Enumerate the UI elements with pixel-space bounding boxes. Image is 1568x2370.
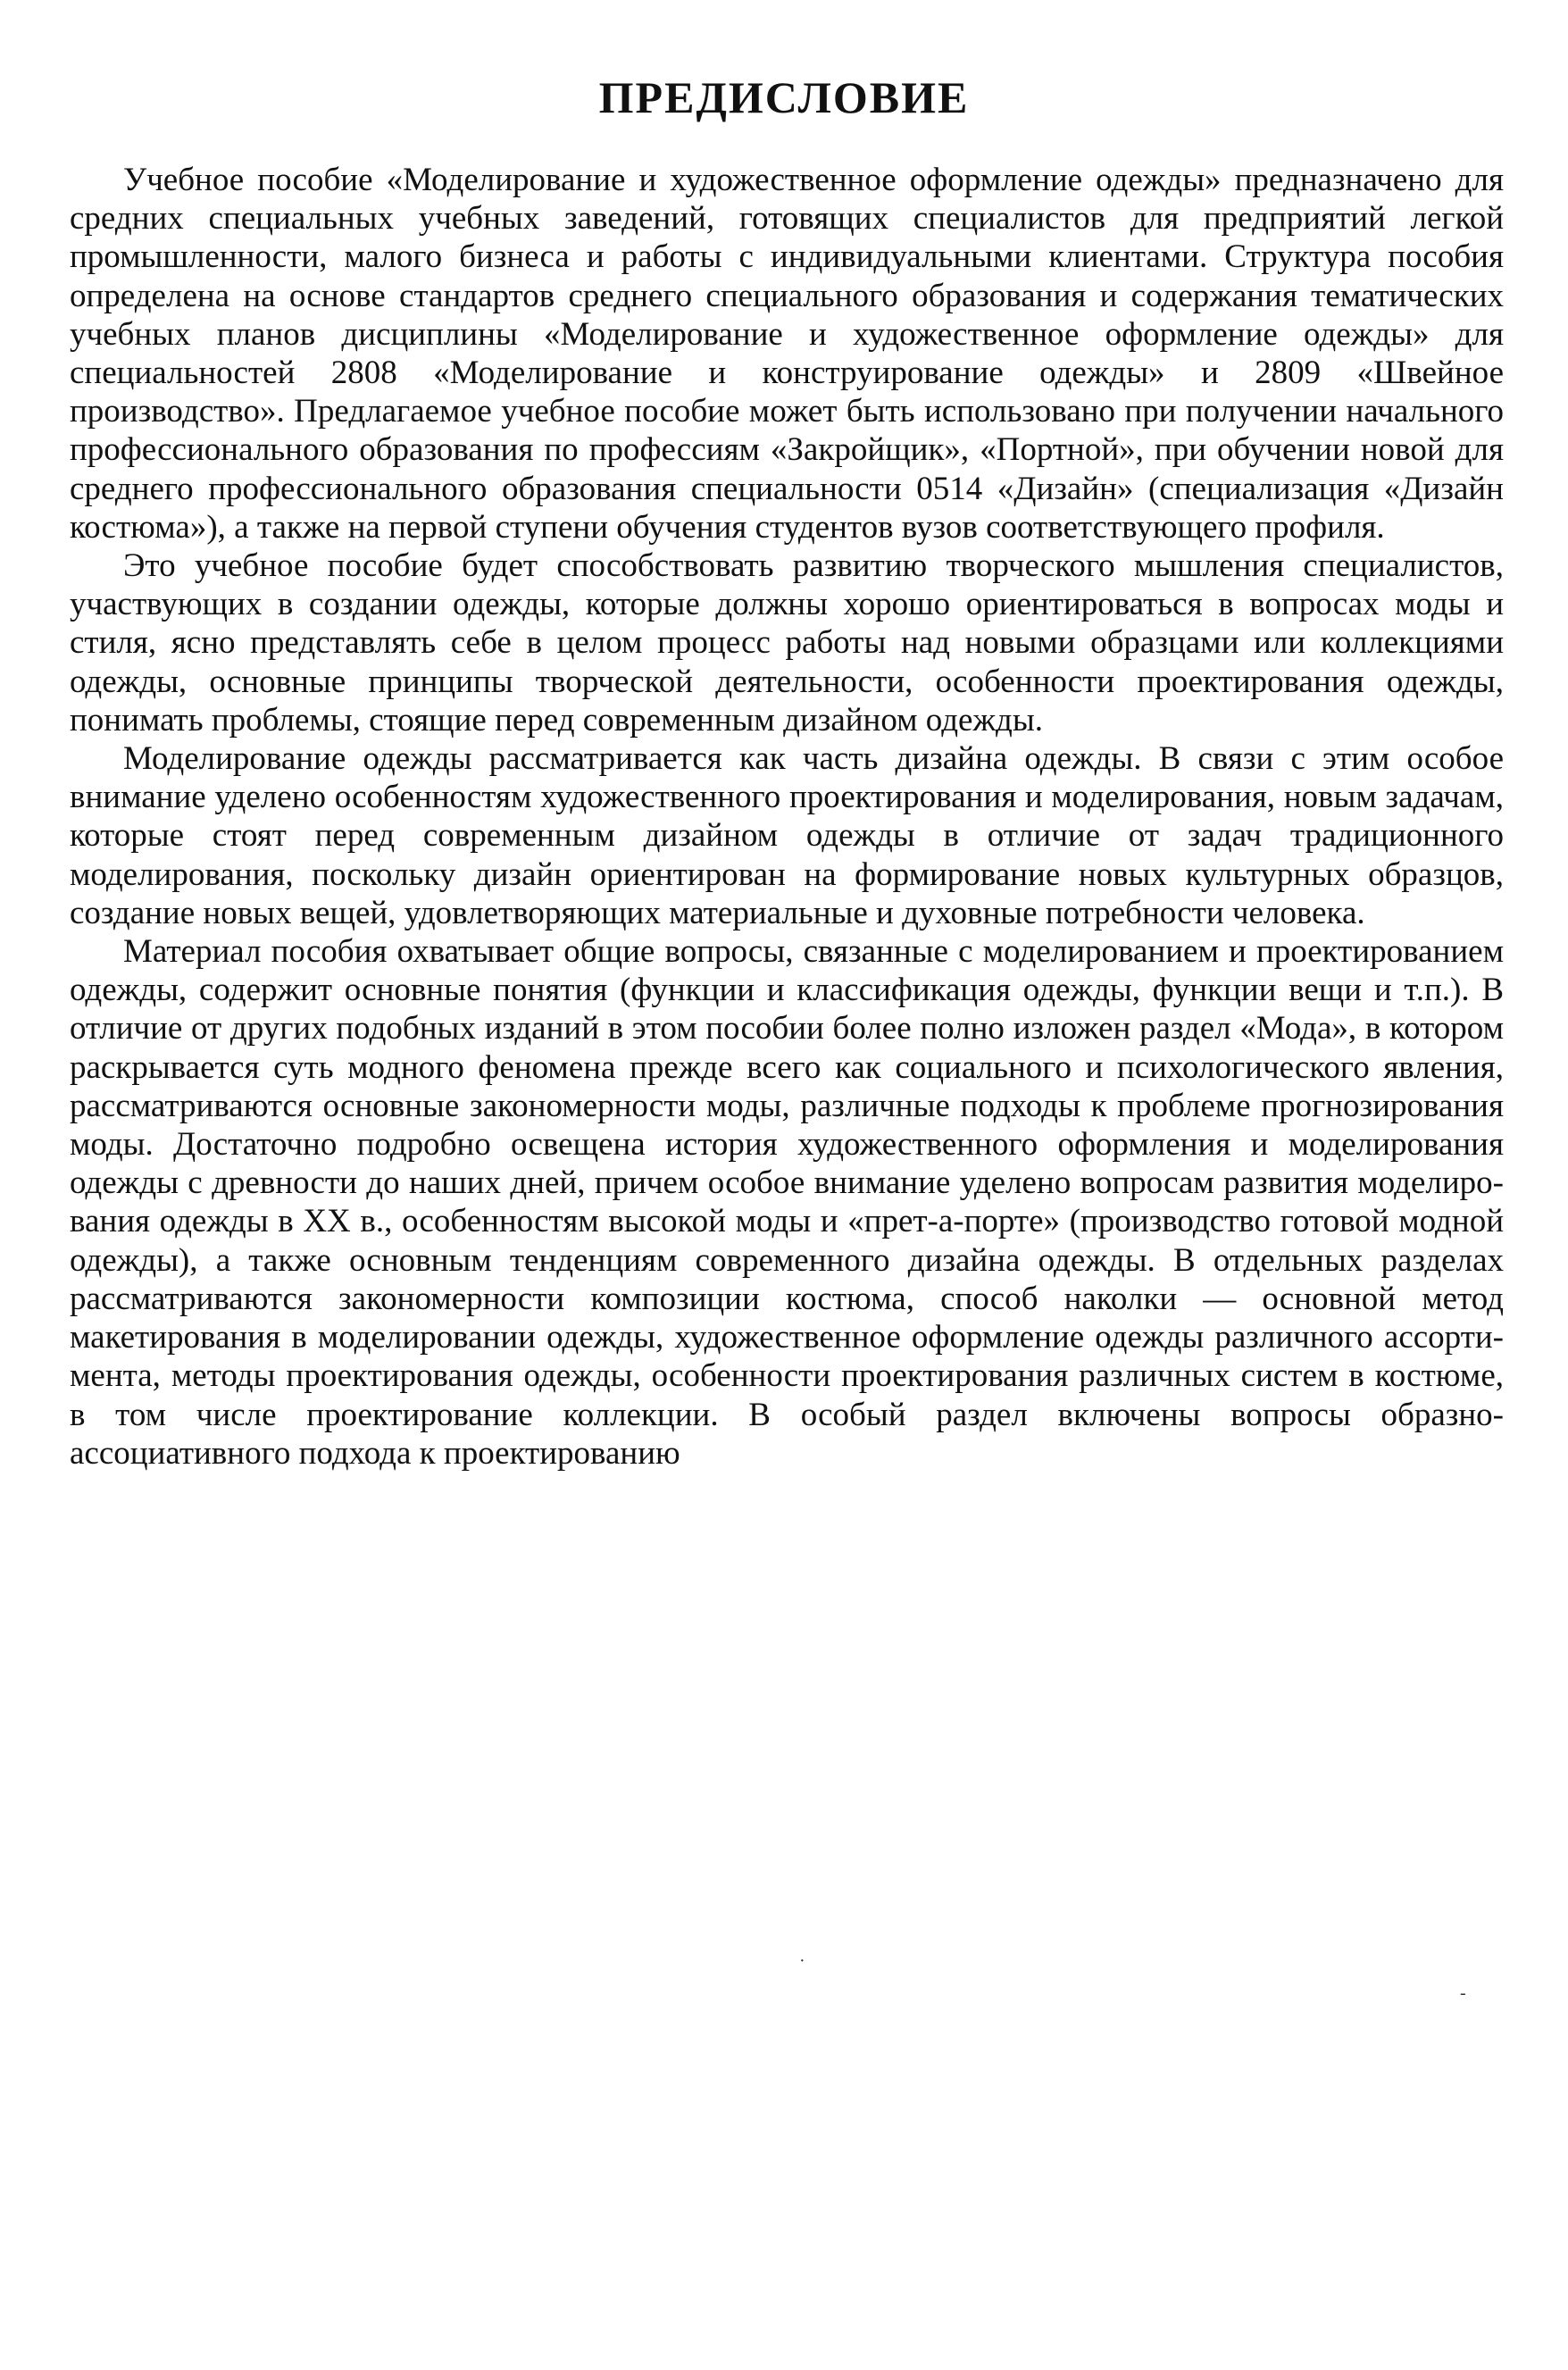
paragraph-1: Учебное пособие «Моделирование и художественное оформление одежды» предназначено для средних специальных учебных заведений, готовящих специалистов для предприятий легкой промышленности, малого бизнеса и работы с индивидуальными клиентами. Структура пособия определена на основе стандартов среднего специального образования и содержания тематических учебных планов дисциплины «Моделирование и художественное оформление одежды» для специальностей 2808 «Моделирование и конструирование одежды» и 2809 «Швейное производство». Предлагаемое учебное пособие может быть использовано при получении начального профессионального образования по профессиям «Закройщик», «Портной», при обучении новой для среднего профессионального образования специальности 0514 «Дизайн» (специализация «Дизайн костюма»), а также на первой ступени обучения студентов вузов соответствующего профиля. [70, 162, 1504, 546]
paragraph-2: Это учебное пособие будет способствовать развитию творческого мышления специалистов, участвующих в создании одежды, которые должны хорошо ориентироваться в вопросах моды и стиля, ясно представлять себе в целом процесс работы над новыми образцами или коллекциями одежды, основные принципы творческой деятельности, особенности проектирования одежды, понимать проблемы, стоящие перед современным дизайном одежды. [70, 547, 1504, 739]
preface-body [70, 161, 1504, 1473]
paragraph-4: Материал пособия охватывает общие вопросы, связанные с моделированием и проектированием одежды, содержит основные понятия (функции и классификация одежды, функции вещи и т.п.). В отличие от других подобных изданий в этом пособии более полно изложен раздел «Мода», в котором раскрывается суть модного феномена прежде всего как социального и психологического явления, рассматриваются основные закономерности моды, различные подходы к проблеме прогнозирования моды. Достаточно подробно освещена история художественного оформления и моделирования одежды с древности до наших дней, причем особое внимание уделено вопросам развития моделирования одежды в XX в., особенностям высокой моды и «прет-а-порте» (производство готовой модной одежды), а также основным тенденциям современного дизайна одежды. В отдельных разделах рассматриваются закономерности композиции костюма, способ наколки — основной метод макетирования в моделировании одежды, художественное оформление одежды различного ассортимента, методы проектирования одежды, особенности проектирования различных систем в костюме, в том числе проектирование коллекции. В особый раздел включены вопросы образно-ассоциативного подхода к проектированию [70, 933, 1504, 1472]
scan-speck: ‑ [1460, 1983, 1466, 2003]
paragraph-3: Моделирование одежды рассматривается как часть дизайна одежды. В связи с этим особое внимание уделено особенностям художественного проектирования и моделирования, новым задачам, которые стоят перед современным дизайном одежды в отличие от задач традиционного моделирования, поскольку дизайн ориентирован на формирование новых культурных образцов, создание новых вещей, удовлетворяющих материальные и духовные потребности человека. [70, 740, 1504, 931]
scan-speck: · [799, 1951, 805, 1971]
page-title: ПРЕДИСЛОВИЕ [598, 71, 970, 122]
